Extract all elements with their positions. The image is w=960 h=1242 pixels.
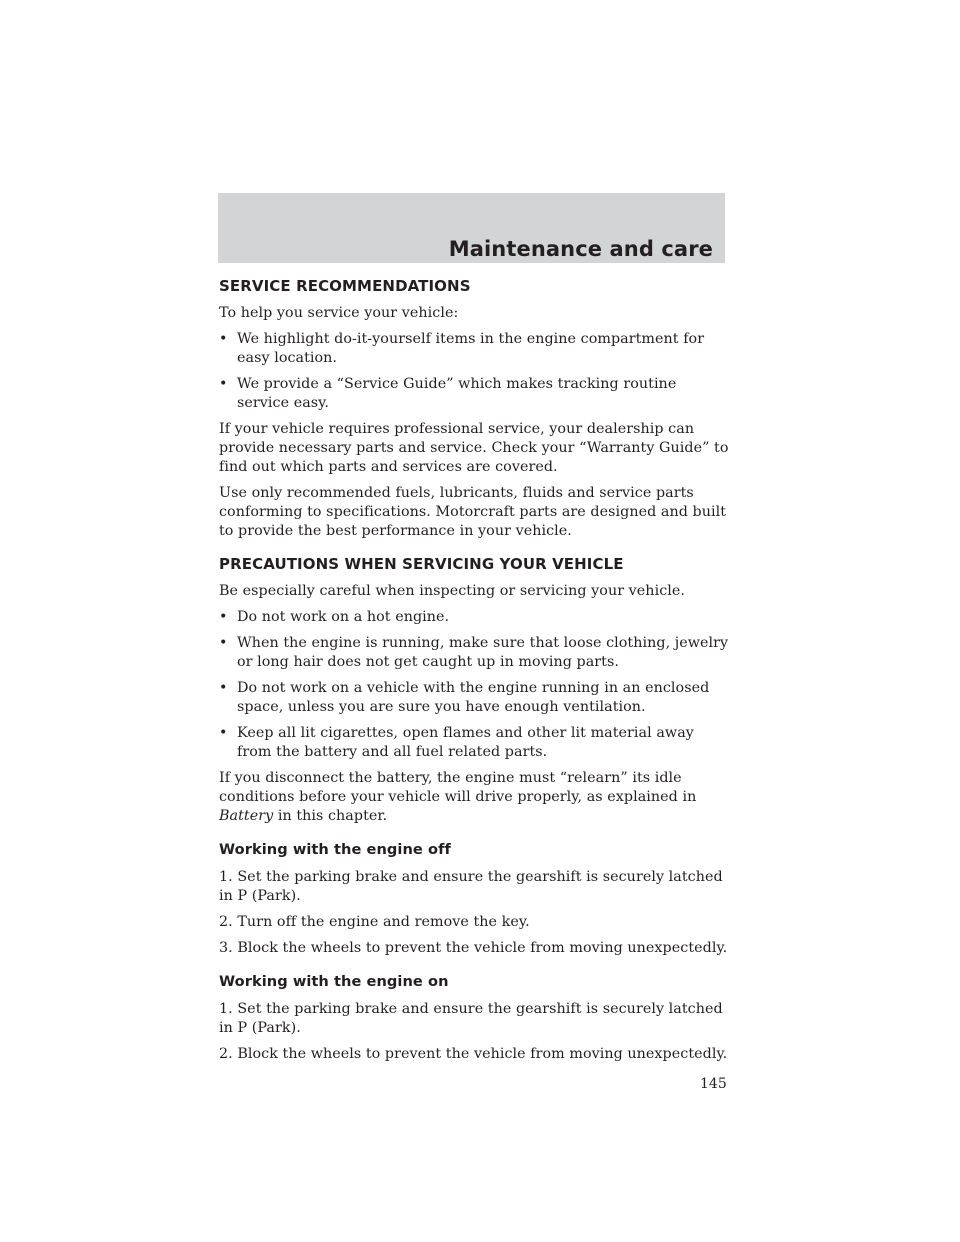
precautions-bullet-list [219, 608, 729, 762]
chapter-title: Maintenance and care [448, 237, 713, 261]
list-item: • When the engine is running, make sure that loose clothing, jewelry or long hair does not get caught up in moving parts. [219, 635, 729, 670]
engine-off-step: 1. Set the parking brake and ensure the gearshift is securely latched in P (Park). [219, 869, 723, 904]
engine-off-step: 2. Turn off the engine and remove the key. [219, 914, 530, 930]
service-bullet-list [219, 330, 729, 413]
chapter-header-band [218, 193, 725, 263]
bullet-icon: • [219, 725, 228, 741]
list-item: • Do not work on a hot engine. [219, 609, 450, 625]
service-paragraph-dealership: If your vehicle requires professional service, your dealership can provide necessary parts and service. Check your “Warranty Guide” to find out which parts and services are covered. [219, 421, 729, 475]
list-item: • We provide a “Service Guide” which makes tracking routine service easy. [219, 376, 677, 411]
bullet-icon: • [219, 635, 228, 651]
bullet-icon: • [219, 376, 228, 392]
bullet-icon: • [219, 609, 228, 625]
bullet-icon: • [219, 680, 228, 696]
list-item: • We highlight do-it-yourself items in the engine compartment for easy location. [219, 331, 705, 366]
engine-on-step: 2. Block the wheels to prevent the vehicle from moving unexpectedly. [219, 1046, 728, 1062]
list-item: • Keep all lit cigarettes, open flames and other lit material away from the battery and all fuel related parts. [219, 725, 694, 760]
precautions-intro: Be especially careful when inspecting or servicing your vehicle. [219, 583, 685, 599]
service-paragraph-parts: Use only recommended fuels, lubricants, fluids and service parts conforming to specifications. Motorcraft parts are designed and built to provide the best performance in your vehicle. [219, 485, 727, 539]
battery-paragraph: If you disconnect the battery, the engine must “relearn” its idle conditions before your vehicle will drive properly, as explained in Battery in this chapter. [219, 770, 697, 824]
heading-engine-on: Working with the engine on [219, 973, 449, 990]
list-item: • Do not work on a vehicle with the engine running in an enclosed space, unless you are sure you have enough ventilation. [219, 680, 710, 715]
service-intro: To help you service your vehicle: [219, 305, 459, 321]
bullet-icon: • [219, 331, 228, 347]
heading-precautions: PRECAUTIONS WHEN SERVICING YOUR VEHICLE [219, 555, 624, 573]
battery-reference: Battery [219, 808, 274, 824]
engine-off-step: 3. Block the wheels to prevent the vehicle from moving unexpectedly. [219, 940, 728, 956]
engine-on-step: 1. Set the parking brake and ensure the gearshift is securely latched in P (Park). [219, 1001, 723, 1036]
page-content [219, 276, 729, 1071]
heading-engine-off: Working with the engine off [219, 841, 451, 858]
page-number: 145 [700, 1076, 727, 1092]
heading-service-recommendations: SERVICE RECOMMENDATIONS [219, 277, 471, 295]
